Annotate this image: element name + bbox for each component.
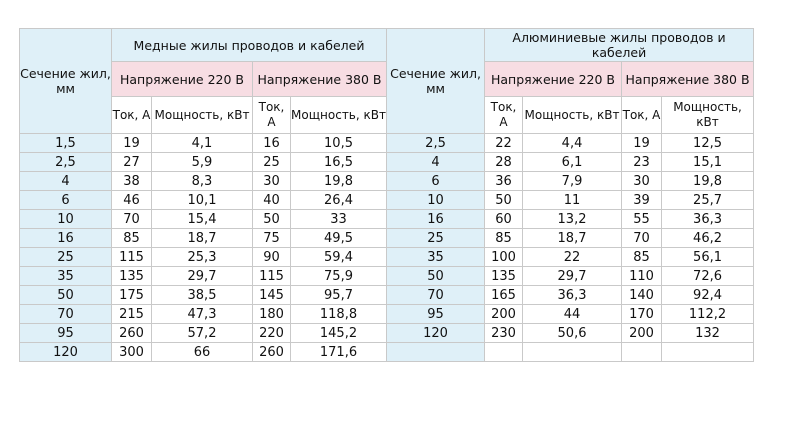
table-row — [20, 286, 754, 305]
copper-cell: 90 — [253, 248, 291, 267]
copper-cell: 16,5 — [291, 153, 387, 172]
aluminium-cell: 7,9 — [523, 172, 622, 191]
copper-section-header: Сечение жил, мм — [20, 29, 112, 134]
copper-cell: 4 — [20, 172, 112, 191]
aluminium-cell: 36,3 — [523, 286, 622, 305]
copper-cell: 220 — [253, 324, 291, 343]
aluminium-cell: 4 — [387, 153, 485, 172]
aluminium-current-380-header: Ток, А — [622, 97, 662, 134]
aluminium-cell: 112,2 — [662, 305, 754, 324]
aluminium-cell: 2,5 — [387, 134, 485, 153]
aluminium-cell: 18,7 — [523, 229, 622, 248]
copper-cell: 18,7 — [152, 229, 253, 248]
copper-cell: 25 — [253, 153, 291, 172]
cable-capacity-table — [19, 28, 754, 362]
aluminium-cell: 12,5 — [662, 134, 754, 153]
copper-cell: 260 — [112, 324, 152, 343]
aluminium-cell: 55 — [622, 210, 662, 229]
aluminium-cell: 11 — [523, 191, 622, 210]
copper-cell: 33 — [291, 210, 387, 229]
copper-cell: 180 — [253, 305, 291, 324]
copper-cell: 120 — [20, 343, 112, 362]
aluminium-cell: 22 — [485, 134, 523, 153]
copper-cell: 6 — [20, 191, 112, 210]
copper-cell: 1,5 — [20, 134, 112, 153]
copper-current-220-header: Ток, А — [112, 97, 152, 134]
copper-cell: 10,1 — [152, 191, 253, 210]
aluminium-empty-cell — [523, 343, 622, 362]
copper-cell: 215 — [112, 305, 152, 324]
copper-cell: 47,3 — [152, 305, 253, 324]
copper-cell: 57,2 — [152, 324, 253, 343]
aluminium-cell: 132 — [662, 324, 754, 343]
copper-cell: 260 — [253, 343, 291, 362]
table-row — [20, 229, 754, 248]
copper-voltage-220: Напряжение 220 В — [112, 62, 253, 97]
aluminium-cell: 50 — [485, 191, 523, 210]
aluminium-cell: 15,1 — [662, 153, 754, 172]
copper-cell: 115 — [112, 248, 152, 267]
table-row — [20, 191, 754, 210]
copper-cell: 38 — [112, 172, 152, 191]
copper-cell: 2,5 — [20, 153, 112, 172]
aluminium-empty-cell — [662, 343, 754, 362]
copper-cell: 16 — [253, 134, 291, 153]
copper-cell: 15,4 — [152, 210, 253, 229]
aluminium-power-220-header: Мощность, кВт — [523, 97, 622, 134]
aluminium-cell: 25,7 — [662, 191, 754, 210]
aluminium-cell: 200 — [622, 324, 662, 343]
aluminium-cell: 72,6 — [662, 267, 754, 286]
copper-cell: 27 — [112, 153, 152, 172]
aluminium-cell: 70 — [622, 229, 662, 248]
aluminium-current-220-header: Ток, А — [485, 97, 523, 134]
aluminium-cell: 10 — [387, 191, 485, 210]
copper-cell: 50 — [20, 286, 112, 305]
copper-cell: 25,3 — [152, 248, 253, 267]
aluminium-cell: 23 — [622, 153, 662, 172]
aluminium-voltage-380: Напряжение 380 В — [622, 62, 754, 97]
aluminium-cell: 36,3 — [662, 210, 754, 229]
copper-cell: 135 — [112, 267, 152, 286]
copper-cell: 95,7 — [291, 286, 387, 305]
copper-cell: 175 — [112, 286, 152, 305]
aluminium-cell: 50,6 — [523, 324, 622, 343]
copper-cell: 46 — [112, 191, 152, 210]
copper-cell: 8,3 — [152, 172, 253, 191]
copper-cell: 70 — [20, 305, 112, 324]
copper-cell: 50 — [253, 210, 291, 229]
copper-power-380-header: Мощность, кВт — [291, 97, 387, 134]
aluminium-cell: 39 — [622, 191, 662, 210]
aluminium-cell: 135 — [485, 267, 523, 286]
aluminium-empty-cell — [622, 343, 662, 362]
copper-cell: 59,4 — [291, 248, 387, 267]
copper-cell: 25 — [20, 248, 112, 267]
aluminium-cell: 29,7 — [523, 267, 622, 286]
copper-cell: 10,5 — [291, 134, 387, 153]
table-row — [20, 172, 754, 191]
aluminium-empty-cell — [485, 343, 523, 362]
copper-power-220-header: Мощность, кВт — [152, 97, 253, 134]
copper-cell: 115 — [253, 267, 291, 286]
aluminium-cell: 13,2 — [523, 210, 622, 229]
copper-title: Медные жилы проводов и кабелей — [112, 29, 387, 62]
copper-cell: 70 — [112, 210, 152, 229]
copper-cell: 26,4 — [291, 191, 387, 210]
copper-voltage-380: Напряжение 380 В — [253, 62, 387, 97]
copper-cell: 38,5 — [152, 286, 253, 305]
aluminium-cell: 140 — [622, 286, 662, 305]
table-row — [20, 134, 754, 153]
copper-cell: 40 — [253, 191, 291, 210]
copper-cell: 29,7 — [152, 267, 253, 286]
aluminium-empty-cell — [387, 343, 485, 362]
aluminium-cell: 6 — [387, 172, 485, 191]
aluminium-cell: 165 — [485, 286, 523, 305]
aluminium-cell: 170 — [622, 305, 662, 324]
copper-cell: 75,9 — [291, 267, 387, 286]
copper-cell: 300 — [112, 343, 152, 362]
aluminium-cell: 50 — [387, 267, 485, 286]
copper-cell: 171,6 — [291, 343, 387, 362]
aluminium-cell: 100 — [485, 248, 523, 267]
copper-cell: 145 — [253, 286, 291, 305]
table-row — [20, 343, 754, 362]
copper-cell: 49,5 — [291, 229, 387, 248]
copper-cell: 4,1 — [152, 134, 253, 153]
aluminium-cell: 6,1 — [523, 153, 622, 172]
aluminium-cell: 60 — [485, 210, 523, 229]
aluminium-voltage-220: Напряжение 220 В — [485, 62, 622, 97]
table-row — [20, 324, 754, 343]
aluminium-cell: 46,2 — [662, 229, 754, 248]
aluminium-cell: 70 — [387, 286, 485, 305]
aluminium-cell: 95 — [387, 305, 485, 324]
table-row — [20, 248, 754, 267]
aluminium-cell: 85 — [622, 248, 662, 267]
copper-cell: 85 — [112, 229, 152, 248]
table-row — [20, 305, 754, 324]
copper-cell: 30 — [253, 172, 291, 191]
copper-cell: 75 — [253, 229, 291, 248]
aluminium-cell: 92,4 — [662, 286, 754, 305]
aluminium-cell: 30 — [622, 172, 662, 191]
copper-cell: 66 — [152, 343, 253, 362]
copper-current-380-header: Ток, А — [253, 97, 291, 134]
copper-cell: 16 — [20, 229, 112, 248]
aluminium-cell: 56,1 — [662, 248, 754, 267]
copper-cell: 145,2 — [291, 324, 387, 343]
aluminium-cell: 4,4 — [523, 134, 622, 153]
table-row — [20, 267, 754, 286]
copper-cell: 35 — [20, 267, 112, 286]
aluminium-cell: 230 — [485, 324, 523, 343]
aluminium-cell: 110 — [622, 267, 662, 286]
aluminium-cell: 22 — [523, 248, 622, 267]
aluminium-cell: 16 — [387, 210, 485, 229]
table-row — [20, 210, 754, 229]
aluminium-cell: 28 — [485, 153, 523, 172]
aluminium-section-header: Сечение жил, мм — [387, 29, 485, 134]
aluminium-title: Алюминиевые жилы проводов и кабелей — [485, 29, 754, 62]
copper-cell: 19,8 — [291, 172, 387, 191]
aluminium-cell: 120 — [387, 324, 485, 343]
aluminium-power-380-header: Мощность, кВт — [662, 97, 754, 134]
copper-cell: 10 — [20, 210, 112, 229]
table-row — [20, 153, 754, 172]
aluminium-cell: 85 — [485, 229, 523, 248]
aluminium-cell: 200 — [485, 305, 523, 324]
aluminium-cell: 44 — [523, 305, 622, 324]
aluminium-cell: 35 — [387, 248, 485, 267]
aluminium-cell: 36 — [485, 172, 523, 191]
copper-cell: 95 — [20, 324, 112, 343]
copper-cell: 19 — [112, 134, 152, 153]
aluminium-cell: 19,8 — [662, 172, 754, 191]
aluminium-cell: 19 — [622, 134, 662, 153]
copper-cell: 118,8 — [291, 305, 387, 324]
aluminium-cell: 25 — [387, 229, 485, 248]
copper-cell: 5,9 — [152, 153, 253, 172]
